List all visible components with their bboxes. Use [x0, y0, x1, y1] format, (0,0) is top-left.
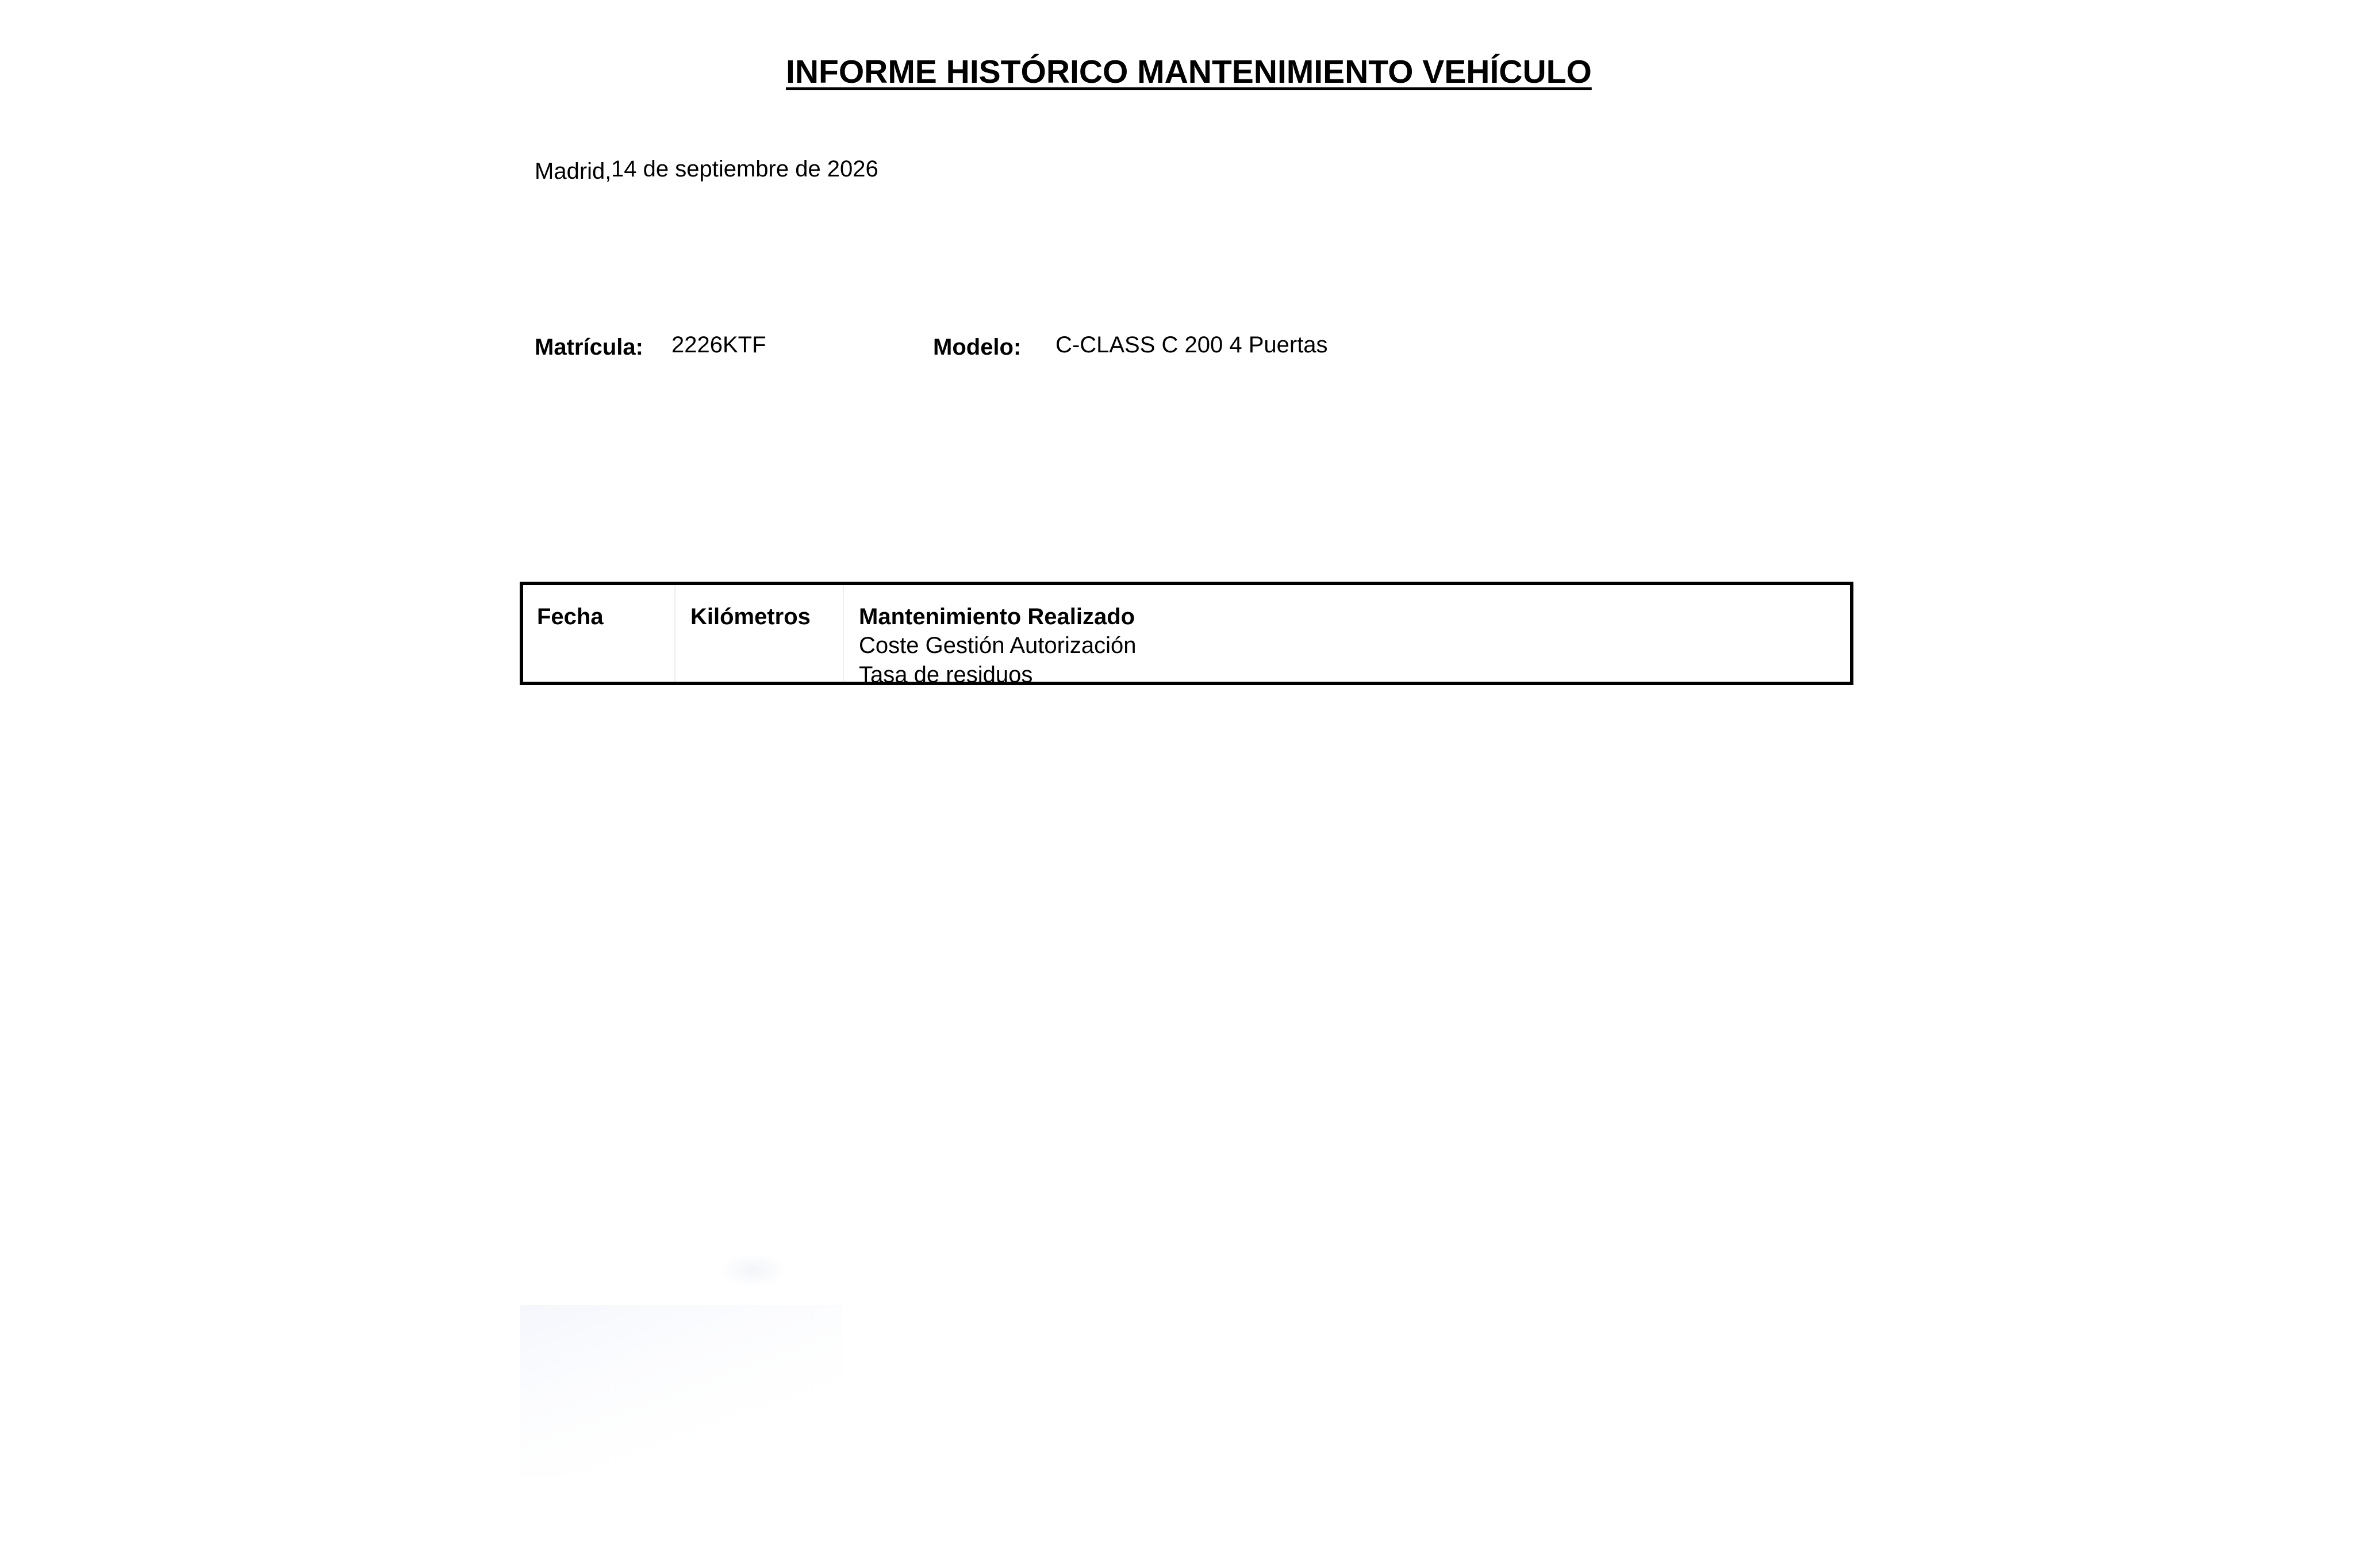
- report-title: INFORME HISTÓRICO MANTENIMIENTO VEHÍCULO: [786, 53, 1592, 90]
- maintenance-item: Tasa de residuos: [859, 662, 1033, 687]
- maintenance-table: [520, 582, 1853, 685]
- maintenance-item: Coste Gestión Autorización: [859, 633, 1137, 658]
- header-fecha: Fecha: [537, 604, 604, 629]
- column-mantenimiento: [844, 585, 1850, 687]
- scan-smudge-small: [719, 1253, 788, 1288]
- column-fecha: [523, 585, 675, 682]
- report-date: 14 de septiembre de 2026: [611, 156, 878, 182]
- header-kilometros: Kilómetros: [690, 604, 811, 629]
- column-kilometros: [675, 585, 844, 682]
- report-place: Madrid,: [535, 159, 612, 184]
- plate-label: Matrícula:: [535, 335, 643, 360]
- model-value: C-CLASS C 200 4 Puertas: [1055, 332, 1328, 358]
- model-label: Modelo:: [933, 335, 1022, 360]
- plate-value: 2226KTF: [671, 332, 766, 358]
- header-mantenimiento: Mantenimiento Realizado: [859, 604, 1135, 629]
- scan-smudge: [520, 1305, 842, 1477]
